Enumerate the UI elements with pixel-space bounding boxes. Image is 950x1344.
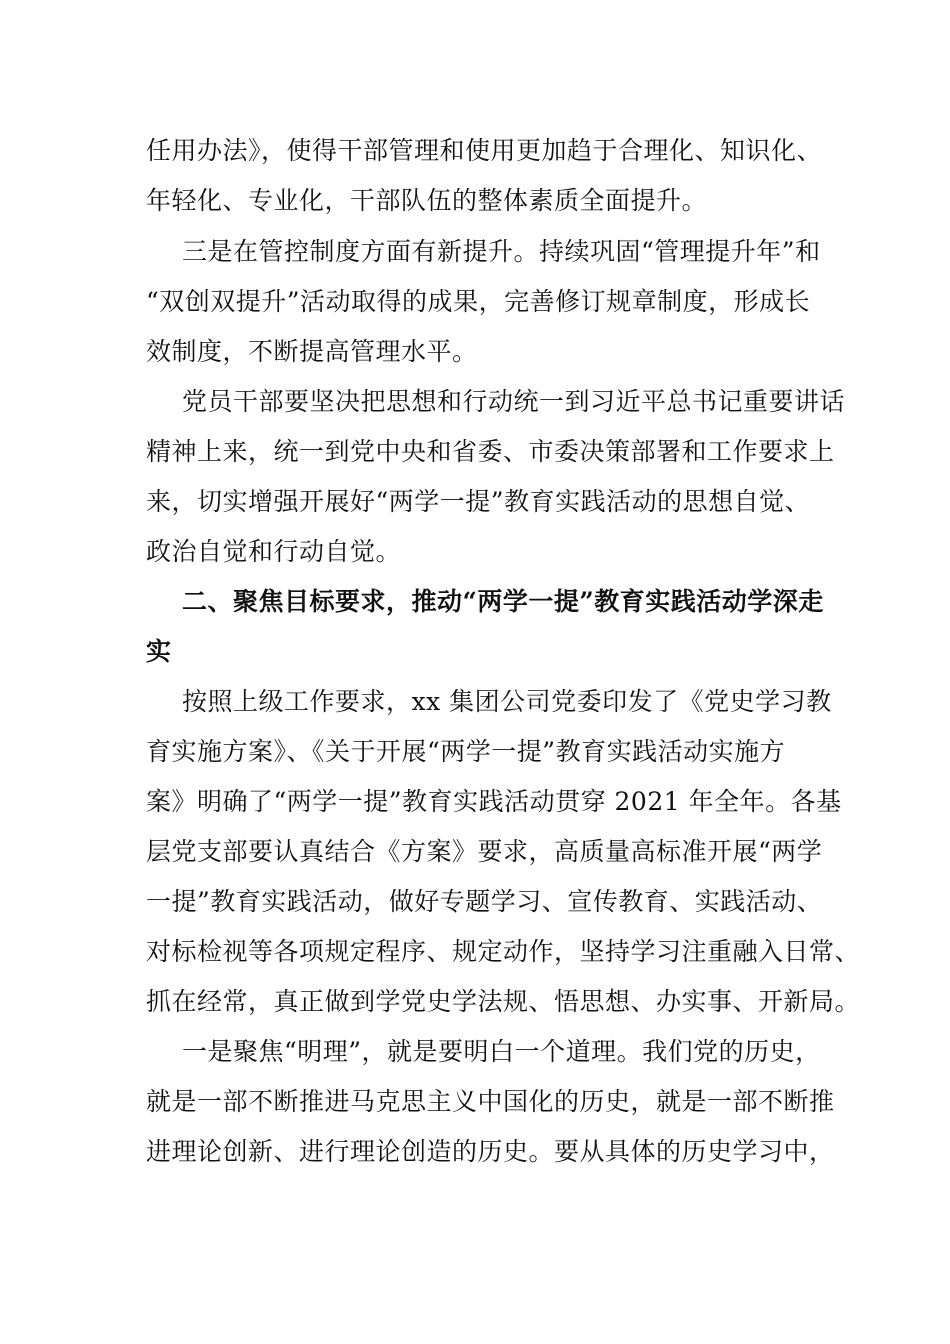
text-line: 案》明确了“两学一提”教育实践活动贯穿 2021 年全年。各基: [146, 787, 842, 816]
text-line: 精神上来，统一到党中央和省委、市委决策部署和工作要求上: [146, 437, 835, 466]
paragraph-start-line: 三是在管控制度方面有新提升。持续巩固“管理提升年”和: [182, 237, 821, 266]
paragraph-start-line: 党员干部要坚决把思想和行动统一到习近平总书记重要讲话: [182, 387, 846, 416]
text-line: 对标检视等各项规定程序、规定动作，坚持学习注重融入日常、: [146, 937, 861, 966]
text-line: 育实施方案》、《关于开展“两学一提”教育实践活动实施方: [146, 737, 786, 766]
text-line: “双创双提升”活动取得的成果，完善修订规章制度，形成长: [146, 287, 811, 316]
text-line: 进理论创新、进行理论创造的历史。要从具体的历史学习中，: [146, 1137, 835, 1166]
text-line: 效制度，不断提高管理水平。: [146, 337, 478, 366]
text-line: 就是一部不断推进马克思主义中国化的历史，就是一部不断推: [146, 1087, 835, 1116]
paragraph-start-line: 按照上级工作要求，xx 集团公司党委印发了《党史学习教: [182, 687, 832, 716]
section-heading: 二、聚焦目标要求，推动“两学一提”教育实践活动学深走: [182, 587, 824, 616]
text-line: 一提”教育实践活动，做好专题学习、宣传教育、实践活动、: [146, 887, 823, 916]
text-line: 任用办法》，使得干部管理和使用更加趋于合理化、知识化、: [146, 136, 823, 165]
text-line: 层党支部要认真结合《方案》要求，高质量高标准开展“两学: [146, 837, 823, 866]
text-line: 政治自觉和行动自觉。: [146, 537, 402, 566]
text-line: 年轻化、专业化，干部队伍的整体素质全面提升。: [146, 186, 708, 215]
paragraph-start-line: 一是聚焦“明理”，就是要明白一个道理。我们党的历史，: [182, 1037, 821, 1066]
text-line: 抓在经常，真正做到学党史学法规、悟思想、办实事、开新局。: [146, 987, 861, 1016]
text-line: 来，切实增强开展好“两学一提”教育实践活动的思想自觉、: [146, 487, 811, 516]
section-heading-continuation: 实: [146, 637, 172, 666]
